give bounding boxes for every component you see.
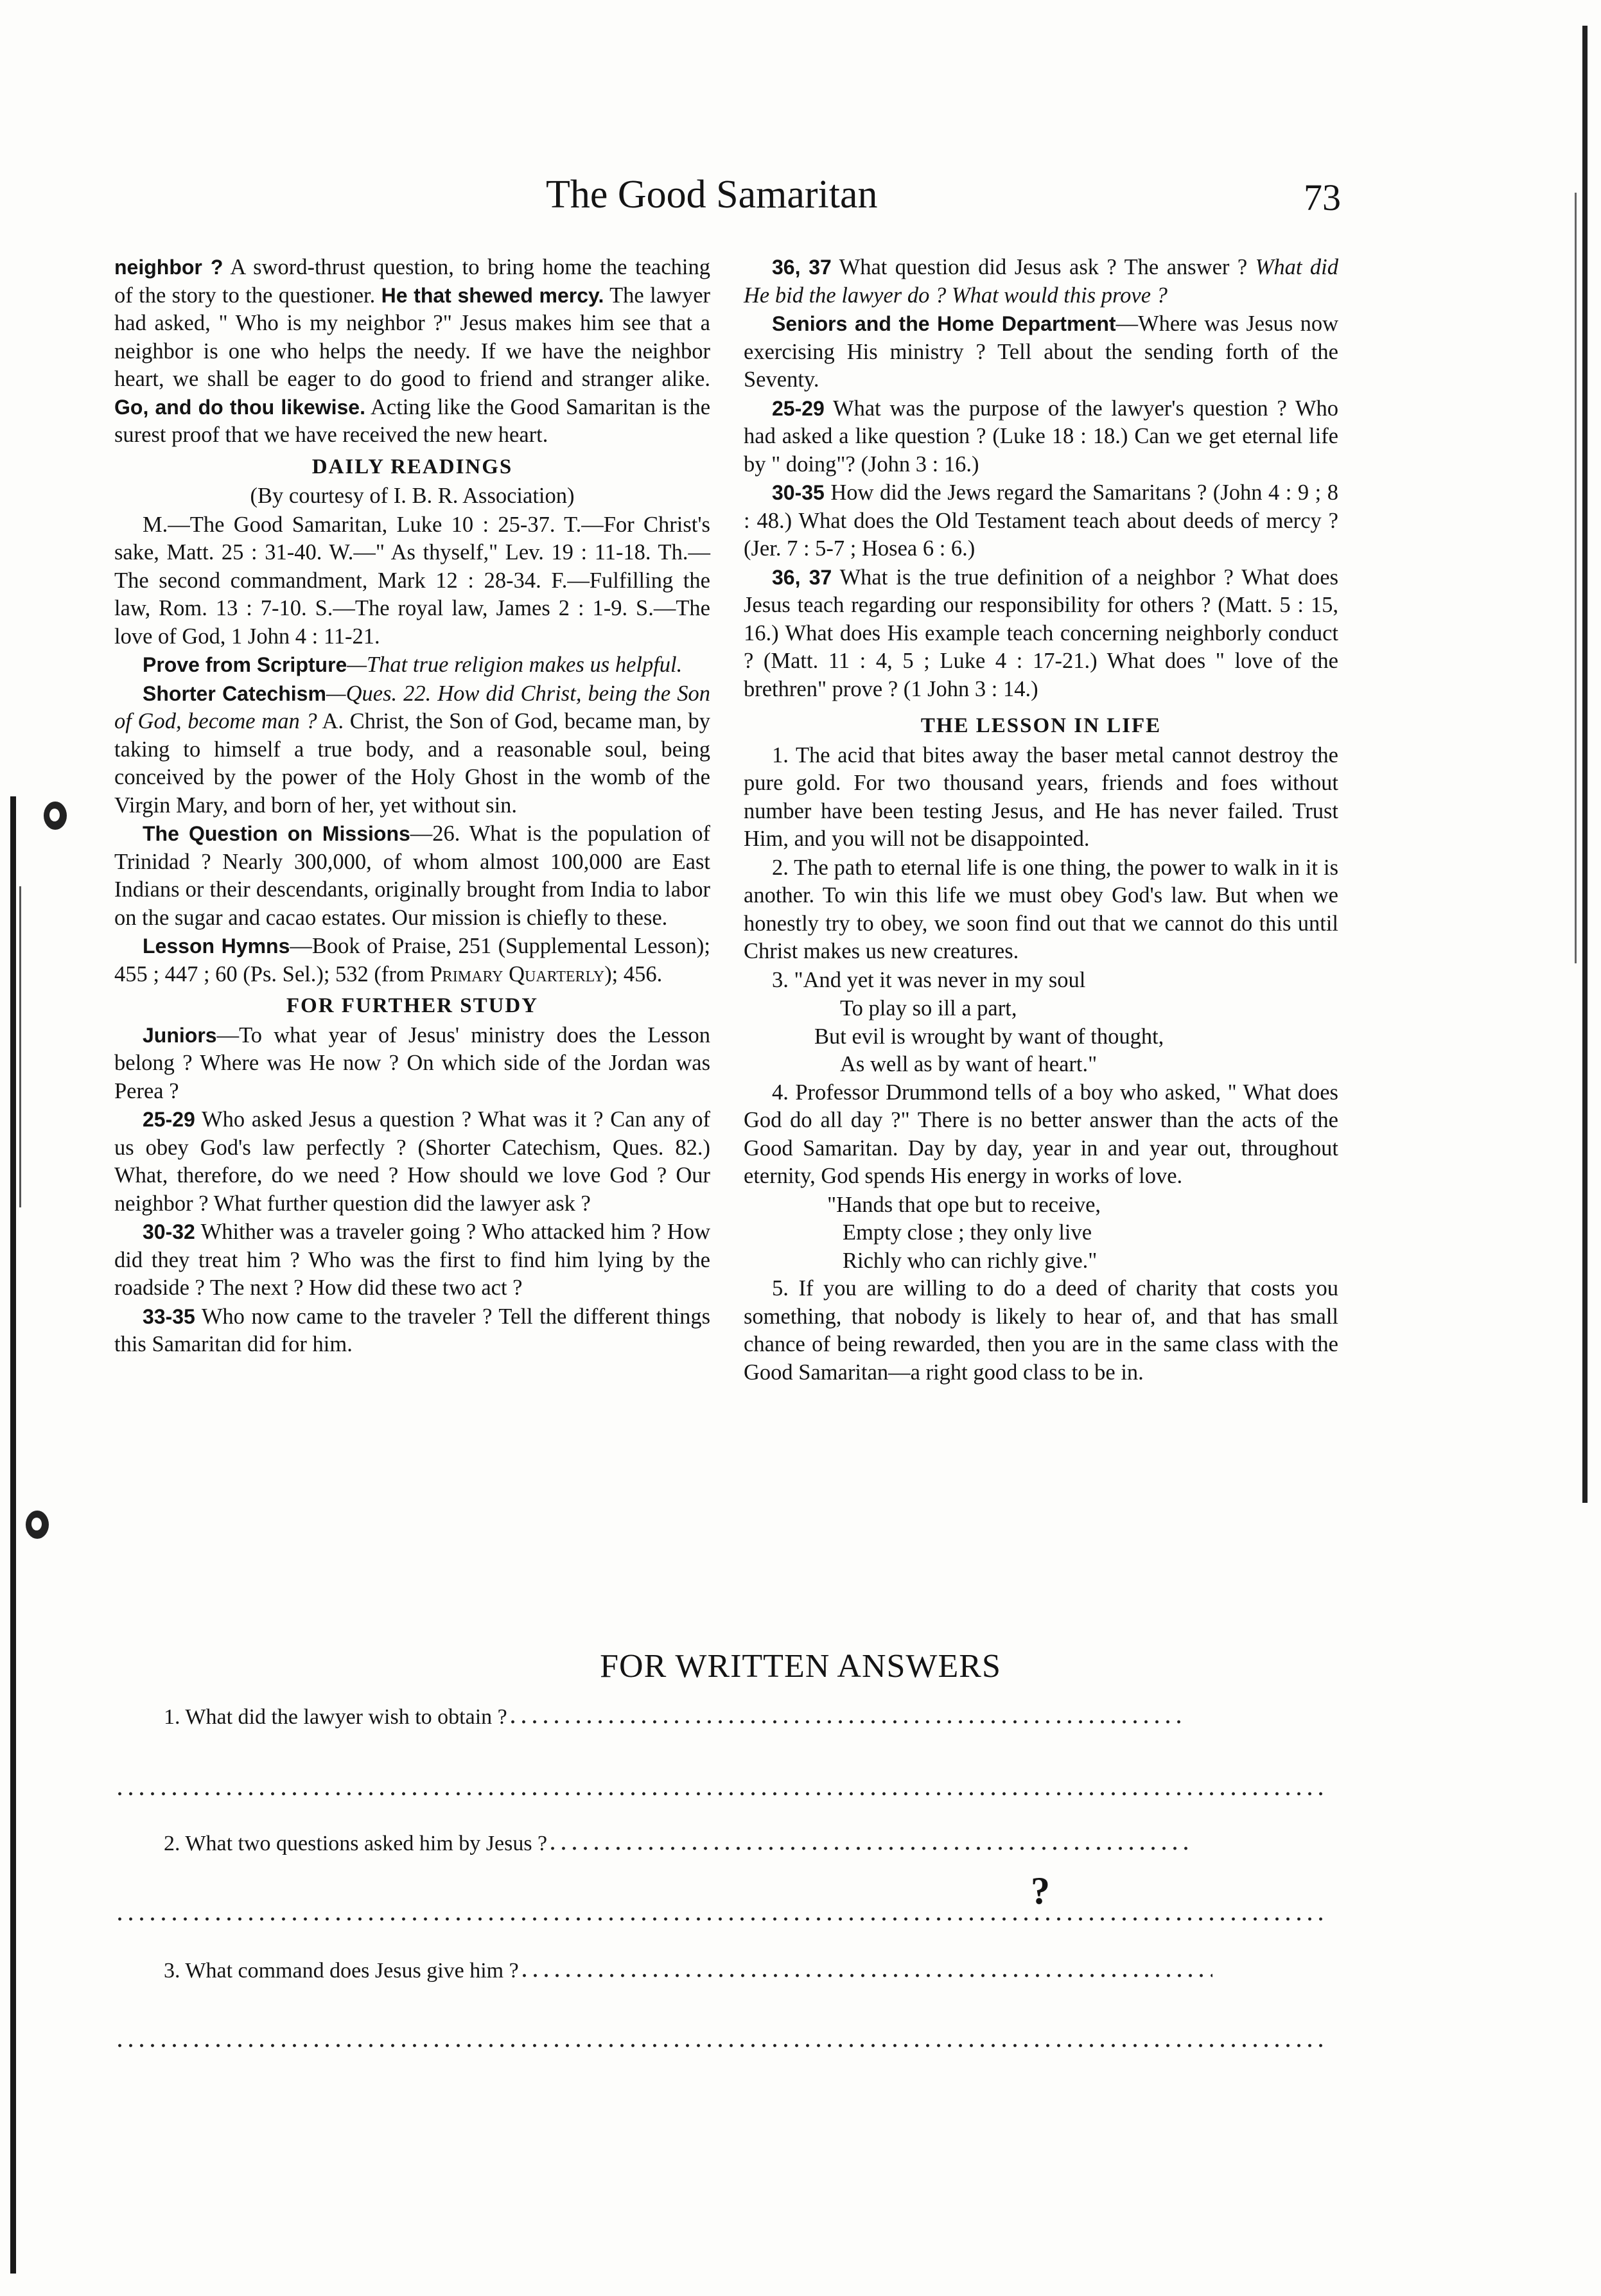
binding-hole-upper	[44, 802, 67, 830]
life-point-5: 5. If you are willing to do a deed of charity that costs you something, that nobody is likely to hear of, and that has small chance of being rewarded, then you are in the same class with the Good Samaritan—a right good class to be in.	[744, 1276, 1338, 1385]
verse-ref: 25-29	[772, 396, 825, 420]
questions-36-37-juniors	[744, 254, 1338, 310]
bold-term: Go, and do thou likewise.	[114, 395, 365, 419]
lesson-hymns	[114, 933, 710, 988]
text: Whither was a traveler going ? Who attacked him ? How did they treat him ? Who was the first to find him lying by the roadside ? The next ? How did these two act ?	[114, 1220, 710, 1300]
text: —26. What is the population of Trinidad ? Nearly 300,000, of whom almost 100,000 are East Indians or their descendants, originally brought from India to labor on the sugar and cacao estates. Our mission is chiefly to these.	[114, 821, 710, 930]
verse-ref: 36, 37	[772, 256, 832, 279]
life-point-1: 1. The acid that bites away the baser metal cannot destroy the pure gold. For two thousand years, friends and foes without number have been testing Jesus, and He has never failed. Trust Him, and you will not be disappointed.	[744, 742, 1338, 851]
section-heading-lesson-in-life: THE LESSON IN LIFE	[920, 714, 1162, 737]
text: The lawyer had asked, " Who is my neighbor ?" Jesus makes him see that a neighbor is one who helps the needy. If we have the neighbor heart, we shall be eager to do good to friend and stranger alike.	[114, 283, 710, 391]
page-edge-right	[1582, 26, 1588, 1503]
questions-33-35	[114, 1303, 710, 1359]
handwritten-mark: ?	[1031, 1870, 1050, 1912]
juniors-questions	[114, 1022, 710, 1106]
page-edge-left-inner	[19, 886, 21, 1207]
question-text: 1. What did the lawyer wish to obtain ?	[164, 1705, 507, 1729]
shorter-catechism	[114, 680, 710, 820]
written-answers-heading: FOR WRITTEN ANSWERS	[600, 1648, 1001, 1685]
poem-stanza-1	[744, 995, 1338, 1079]
seniors-30-35	[744, 479, 1338, 563]
text: What was the purpose of the lawyer's question ? Who had asked a like question ? (Luke 18 : 18.) Can we get eternal life by " doing"? (John 3 : 16.)	[744, 396, 1338, 477]
left-column	[114, 254, 710, 1360]
bold-term: The Question on Missions	[143, 822, 410, 845]
poem-line: Empty close ; they only live	[843, 1220, 1092, 1245]
intro-paragraph	[114, 254, 710, 450]
page-title: The Good Samaritan	[546, 173, 878, 216]
poem-stanza-2	[744, 1191, 1338, 1275]
italic-text: —That true religion makes us helpful.	[347, 653, 683, 677]
page-number: 73	[1304, 177, 1341, 218]
poem-line: "Hands that ope but to receive,	[827, 1192, 1101, 1217]
text: Who now came to the traveler ? Tell the different things this Samaritan did for him.	[114, 1304, 710, 1356]
page-edge-left	[10, 796, 16, 2274]
italic-text: —Ques. 22.	[326, 681, 438, 706]
poem-line: As well as by want of heart."	[840, 1052, 1098, 1076]
poem-line: To play so ill a part,	[840, 996, 1017, 1021]
questions-25-29	[114, 1106, 710, 1218]
text: What is the true definition of a neighbor ? What does Jesus teach regarding our responsibility for others ? (Matt. 5 : 15, 16.) What does His example teach concerning neighborly conduct ? (Matt. 11 : 4, 5 ; Luke 4 : 17-21.) What does " love of the brethren" prove ? (1 John 3 : 14.)	[744, 565, 1339, 701]
text: —To what year of Jesus' ministry does the Lesson belong ? Where was He now ? On which side of the Jordan was Perea ?	[114, 1022, 710, 1103]
text: A. Christ, the Son of God, became man, by taking to himself a true body, and a reasonable soul, being conceived by the power of the Holy Ghost in the womb of the Virgin Mary, and born of her, yet without sin.	[114, 709, 710, 818]
verse-ref: 30-32	[143, 1220, 195, 1243]
text: ); 456.	[604, 961, 663, 986]
bold-term: Seniors and the Home Department	[772, 312, 1116, 335]
italic-text: How did Christ, being the Son of God, become man ?	[114, 681, 711, 733]
answer-line-1[interactable]	[114, 1792, 1328, 1796]
text: Who asked Jesus a question ? What was it ? Can any of us obey God's law perfectly ? (Shorter Catechism, Ques. 82.) What, therefore, do we need ? How should we love God ? Our neighbor ? What further question did the lawyer ask ?	[114, 1107, 710, 1216]
bold-term: Juniors	[143, 1023, 217, 1047]
answer-line-3[interactable]	[114, 2044, 1328, 2047]
life-point-4: 4. Professor Drummond tells of a boy who asked, " What does God do all day ?" There is no better answer than the acts of the Good Samaritan. Day by day, year in and year out, throughout eternity, God spends His energy in works of love.	[744, 1080, 1338, 1188]
written-question-2	[164, 1832, 1189, 1856]
questions-30-32	[114, 1218, 710, 1302]
prove-from-scripture	[114, 651, 710, 679]
text: A sword-thrust question, to bring home the teaching of the story to the questioner.	[114, 255, 711, 308]
bold-term: Lesson Hymns	[143, 934, 290, 958]
seniors-36-37	[744, 564, 1338, 704]
poem-line: But evil is wrought by want of thought,	[814, 1024, 1164, 1049]
small-caps-text: Primary Quarterly	[430, 961, 605, 986]
answer-leader-dots	[519, 1974, 1212, 1977]
verse-ref: 25-29	[143, 1108, 195, 1131]
section-heading-daily-readings: DAILY READINGS	[311, 455, 513, 478]
poem-line: Richly who can richly give."	[843, 1248, 1098, 1273]
text: —Book of Praise, 251 (Supplemental Lesson); 455 ; 447 ; 60 (Ps. Sel.); 532 (from	[114, 934, 710, 986]
right-column	[744, 254, 1338, 1387]
answer-line-2[interactable]	[114, 1917, 1328, 1921]
seniors-questions	[744, 310, 1338, 394]
answer-leader-dots	[547, 1846, 1189, 1850]
text: What question did Jesus ask ? The answer ?	[831, 255, 1255, 279]
text: Acting like the Good Samaritan is the surest proof that we have received the new heart.	[114, 394, 711, 447]
daily-readings-courtesy: (By courtesy of I. B. R. Association)	[250, 484, 575, 508]
written-question-3	[164, 1959, 1212, 1983]
page-header	[0, 172, 1601, 230]
question-text: 3. What command does Jesus give him ?	[164, 1959, 519, 1983]
written-question-1	[164, 1705, 1182, 1730]
verse-ref: 33-35	[143, 1304, 195, 1328]
daily-readings-text: M.—The Good Samaritan, Luke 10 : 25-37. T.—For Christ's sake, Matt. 25 : 31-40. W.—" As thyself," Lev. 19 : 11-18. Th.—The second commandment, Mark 12 : 28-34. F.—Fulfilling the law, Rom. 13 : 7-10. S.—The royal law, James 2 : 1-9. S.—The love of God, 1 John 4 : 11-21.	[114, 512, 710, 649]
question-on-missions	[114, 820, 710, 932]
binding-hole-lower	[26, 1511, 49, 1539]
bold-term: neighbor ?	[114, 256, 223, 279]
question-text: 2. What two questions asked him by Jesus ?	[164, 1832, 548, 1855]
bold-term: He that shewed mercy.	[381, 283, 604, 307]
life-point-2: 2. The path to eternal life is one thing, the power to walk in it is another. To win this life we must obey God's law. But when we honestly try to obey, we soon find out that we cannot do this until Christ makes us new creatures.	[744, 855, 1338, 963]
bold-term: Shorter Catechism	[143, 681, 326, 705]
verse-ref: 30-35	[772, 481, 825, 504]
verse-ref: 36, 37	[772, 565, 832, 589]
bold-term: Prove from Scripture	[143, 653, 347, 676]
page-edge-right-inner	[1575, 193, 1577, 963]
answer-leader-dots	[507, 1720, 1182, 1724]
seniors-25-29	[744, 395, 1338, 479]
italic-text: What did He bid the lawyer do ? What would this prove ?	[744, 255, 1339, 308]
section-heading-further-study: FOR FURTHER STUDY	[286, 994, 539, 1017]
text: How did the Jews regard the Samaritans ? (John 4 : 9 ; 8 : 48.) What does the Old Testament teach about deeds of mercy ? (Jer. 7 : 5-7 ; Hosea 6 : 6.)	[744, 480, 1338, 561]
text: —Where was Jesus now exercising His ministry ? Tell about the sending forth of the Seventy.	[744, 311, 1339, 392]
life-point-3: 3. "And yet it was never in my soul	[772, 967, 1086, 992]
